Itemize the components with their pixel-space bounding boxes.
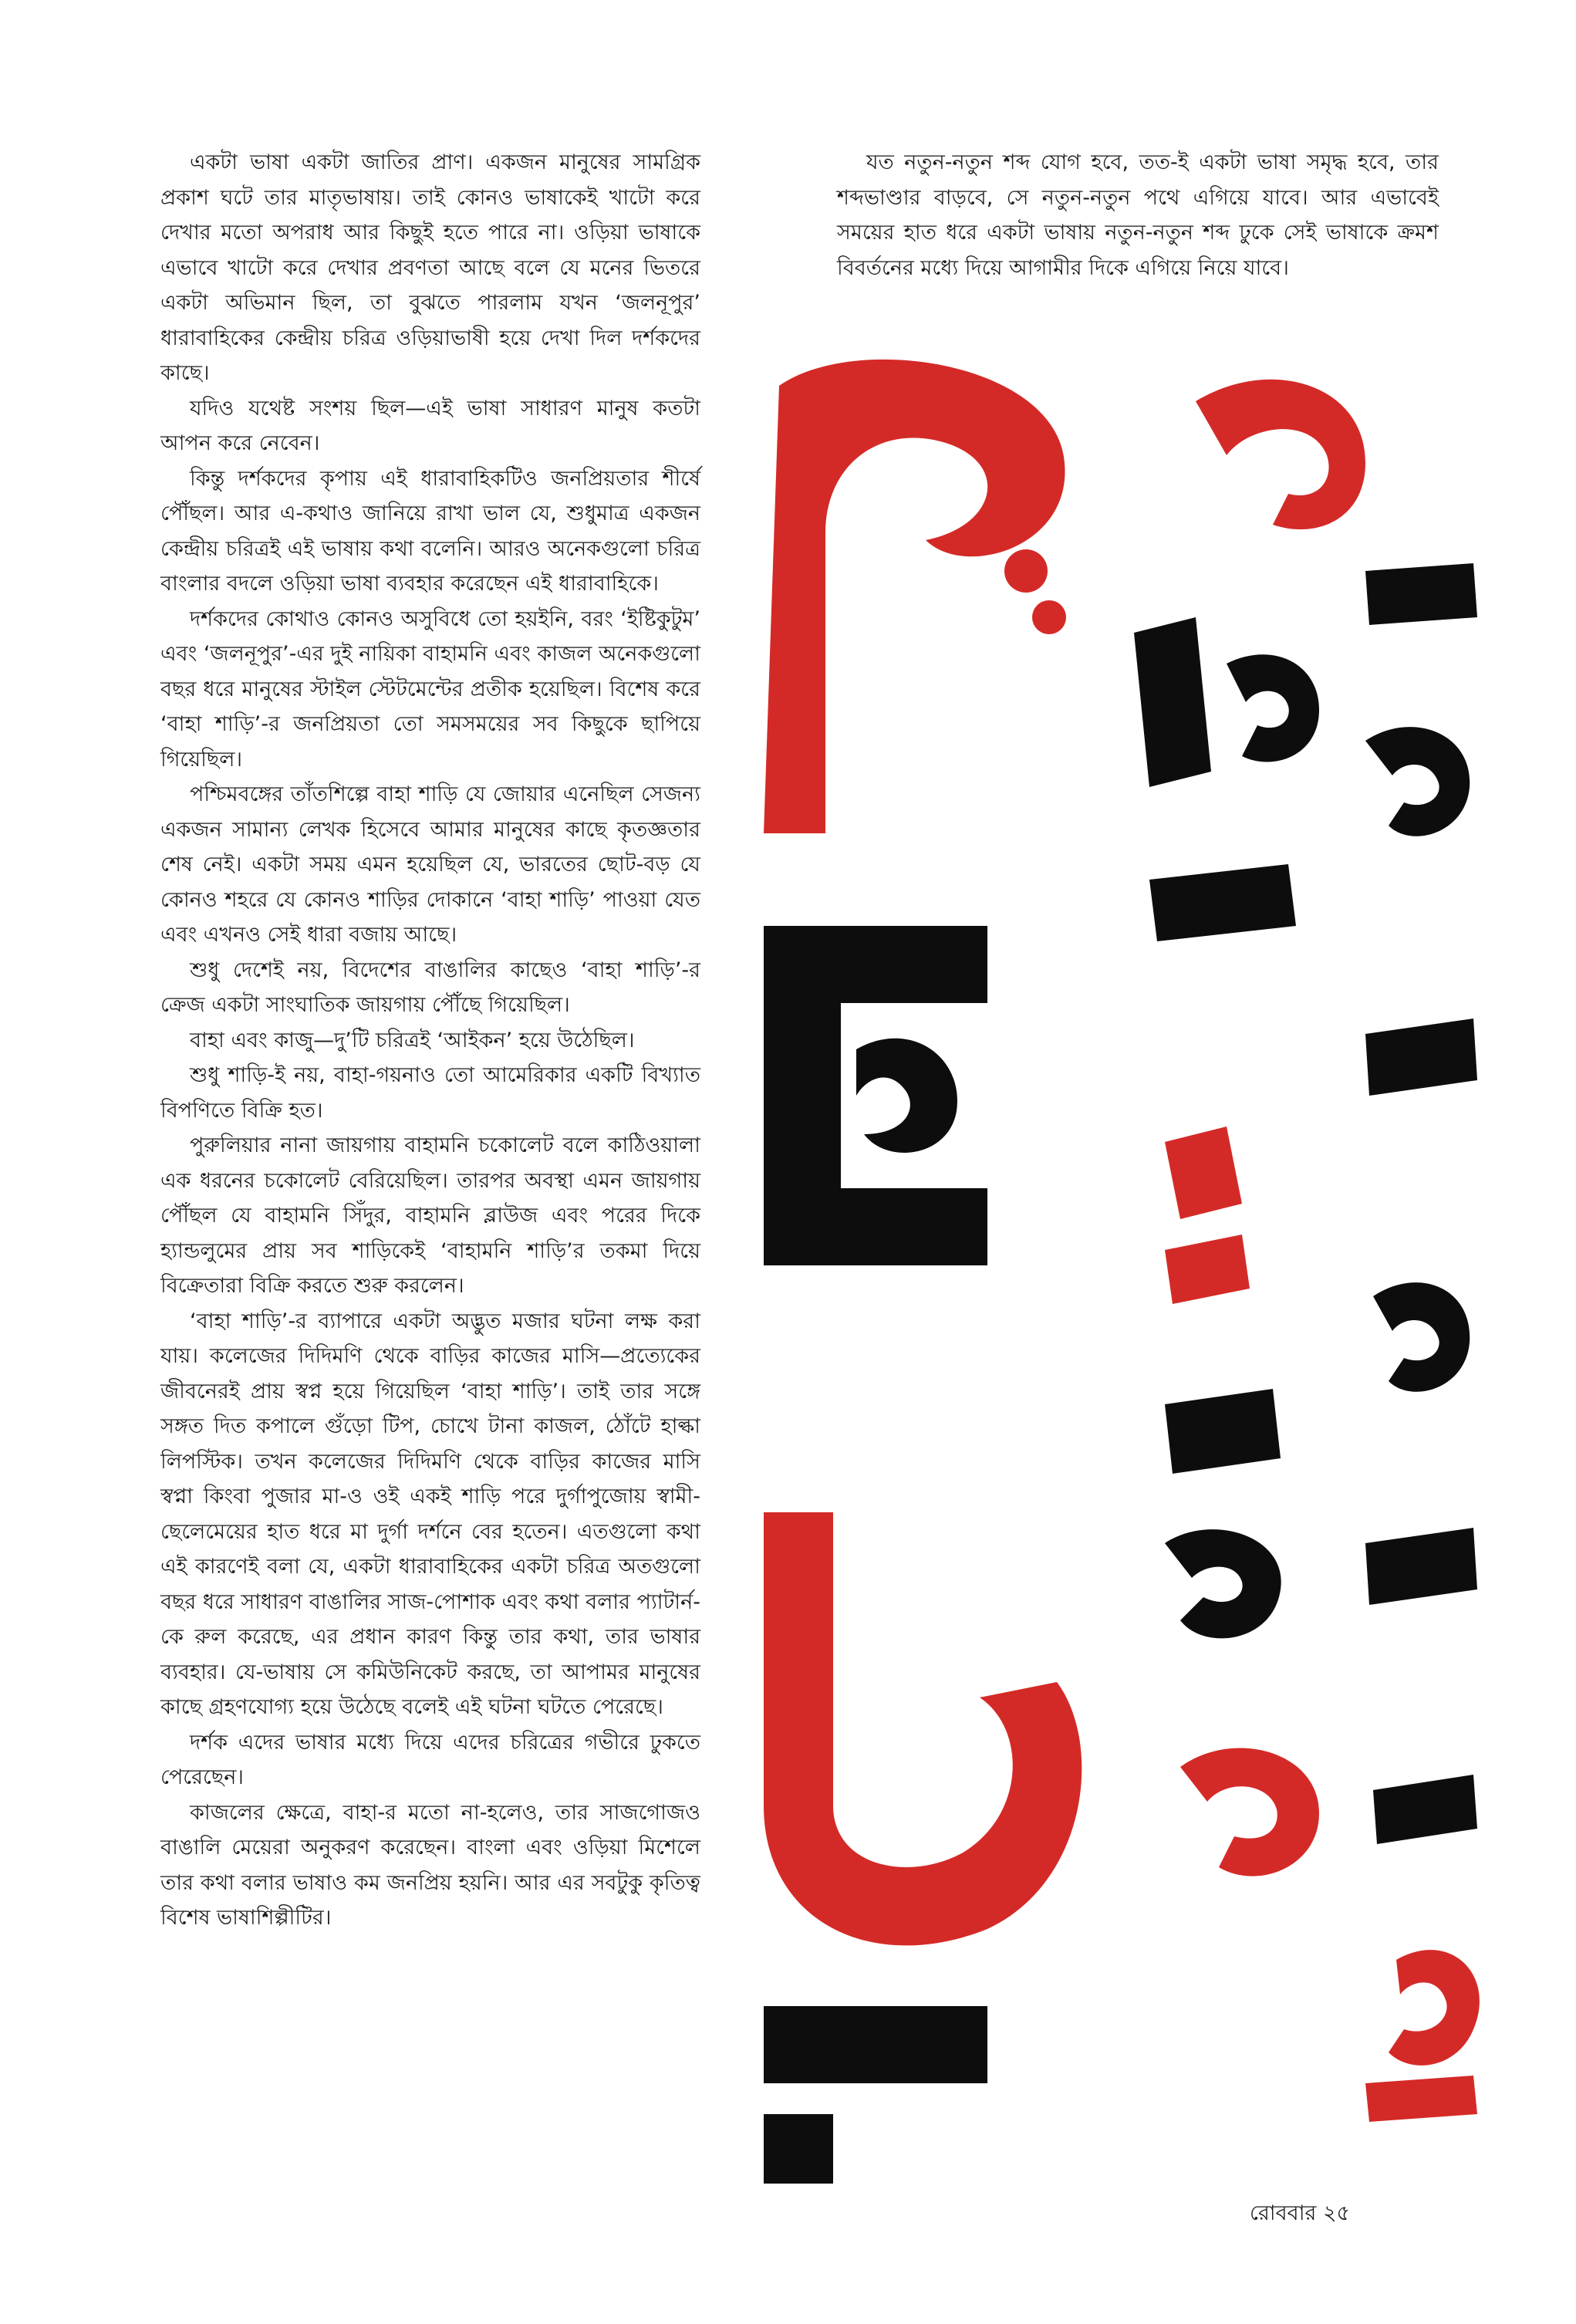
paragraph: পশ্চিমবঙ্গের তাঁতশিল্পে বাহা শাড়ি যে জোয়ার এনেছিল সেজন্য একজন সামান্য লেখক হিসেবে আমার মানুষের কাছে কৃতজ্ঞতার শেষ নেই। একটা সময় এমন হয়েছিল যে, ভারতের ছোট-বড় যে কোনও শহরে যে কোনও শাড়ির দোকানে ‘বাহা শাড়ি’ পাওয়া যেত এবং এখনও সেই ধারা বজায় আছে। [160,782,700,947]
paragraph: শুধু দেশেই নয়, বিদেশের বাঙালির কাছেও ‘বাহা শাড়ি’-র ক্রেজ একটা সাংঘাতিক জায়গায় পৌঁছে গিয়েছিল। [160,958,700,1017]
right-article-column [837,145,1439,285]
paragraph: কাজলের ক্ষেত্রে, বাহা-র মতো না-হলেও, তার সাজগোজও বাঙালি মেয়েরা অনুকরণ করেছেন। বাংলা এবং ওড়িয়া মিশেলে তার কথা বলার ভাষাও কম জনপ্রিয় হয়নি। আর এর সবটুকু কৃতিত্ব বিশেষ ভাষাশিল্পীটির। [160,1800,700,1930]
paragraph: দর্শকদের কোথাও কোনও অসুবিধে তো হয়ইনি, বরং ‘ইষ্টিকুটুম’ এবং ‘জলনূপুর’-এর দুই নায়িকা বাহামনি এবং কাজল অনেকগুলো বছর ধরে মানুষের স্টাইল স্টেটমেন্টের প্রতীক হয়েছিল। বিশেষ করে ‘বাহা শাড়ি’-র জনপ্রিয়তা তো সমসময়ের সব কিছুকে ছাপিয়ে গিয়েছিল। [160,606,700,772]
paragraph: যত নতুন-নতুন শব্দ যোগ হবে, তত-ই একটা ভাষা সমৃদ্ধ হবে, তার শব্দভাণ্ডার বাড়বে, সে নতুন-নতুন পথে এগিয়ে যাবে। আর এভাবেই সময়ের হাত ধরে একটা ভাষায় নতুন-নতুন শব্দ ঢুকে সেই ভাষাকে ক্রমশ বিবর্তনের মধ্যে দিয়ে আগামীর দিকে এগিয়ে নিয়ে যাবে। [837,150,1439,280]
paragraph: একটা ভাষা একটা জাতির প্রাণ। একজন মানুষের সামগ্রিক প্রকাশ ঘটে তার মাতৃভাষায়। তাই কোনও ভাষাকেই খাটো করে দেখার মতো অপরাধ আর কিছুই হতে পারে না। ওড়িয়া ভাষাকে এভাবে খাটো করে দেখার প্রবণতা আছে বলে যে মনের ভিতরে একটা অভিমান ছিল, তা বুঝতে পারলাম যখন ‘জলনূপুর’ ধারাবাহিকের কেন্দ্রীয় চরিত্র ওড়িয়াভাষী হয়ে দেখা দিল দর্শকদের কাছে। [160,150,700,385]
paragraph: যদিও যথেষ্ট সংশয় ছিল—এই ভাষা সাধারণ মানুষ কতটা আপন করে নেবেন। [160,396,700,455]
left-article-column [160,145,700,1936]
paragraph: দর্শক এদের ভাষার মধ্যে দিয়ে এদের চরিত্রের গভীরে ঢুকতে পেরেছেন। [160,1730,700,1789]
paragraph: শুধু শাড়ি-ই নয়, বাহা-গয়নাও তো আমেরিকার একটি বিখ্যাত বিপণিতে বিক্রি হত। [160,1063,700,1123]
paragraph: বাহা এবং কাজু—দু’টি চরিত্রই ‘আইকন’ হয়ে উঠেছিল। [190,1028,635,1052]
calligraphy-artwork [733,339,1504,2191]
paragraph: ‘বাহা শাড়ি’-র ব্যাপারে একটা অদ্ভুত মজার ঘটনা লক্ষ করা যায়। কলেজের দিদিমণি থেকে বাড়ির কাজের মাসি—প্রত্যেকের জীবনেরই প্রায় স্বপ্ন হয়ে গিয়েছিল ‘বাহা শাড়ি’। তাই তার সঙ্গে সঙ্গত দিত কপালে গুঁড়ো টিপ, চোখে টানা কাজল, ঠোঁটে হাল্কা লিপস্টিক। তখন কলেজের দিদিমণি থেকে বাড়ির কাজের মাসি স্বপ্না কিংবা পুজার মা-ও ওই একই শাড়ি পরে দুর্গাপুজোয় স্বামী-ছেলেমেয়ের হাত ধরে মা দুর্গা দর্শনে বের হতেন। এতগুলো কথা এই কারণেই বলা যে, একটা ধারাবাহিকের একটা চরিত্র অতগুলো বছর ধরে সাধারণ বাঙালির সাজ-পোশাক এবং কথা বলার প্যাটার্ন-কে রুল করেছে, এর প্রধান কারণ কিন্তু তার কথা, তার ভাষার ব্যবহার। যে-ভাষায় সে কমিউনিকেট করছে, তা আপামর মানুষের কাছে গ্রহণযোগ্য হয়ে উঠেছে বলেই এই ঘটনা ঘটতে পেরেছে। [160,1309,700,1719]
paragraph: পুরুলিয়ার নানা জায়গায় বাহামনি চকোলেট বলে কাঠিওয়ালা এক ধরনের চকোলেট বেরিয়েছিল। তারপর অবস্থা এমন জায়গায় পৌঁছল যে বাহামনি সিঁদুর, বাহামনি ব্লাউজ এবং পরের দিকে হ্যান্ডলুমের প্রায় সব শাড়িকেই ‘বাহামনি শাড়ি’র তকমা দিয়ে বিক্রেতারা বিক্রি করতে শুরু করলেন। [160,1133,700,1298]
paragraph: কিন্তু দর্শকদের কৃপায় এই ধারাবাহিকটিও জনপ্রিয়তার শীর্ষে পৌঁছল। আর এ-কথাও জানিয়ে রাখা ভাল যে, শুধুমাত্র একজন কেন্দ্রীয় চরিত্রই এই ভাষায় কথা বলেনি। আরও অনেকগুলো চরিত্র বাংলার বদলে ওড়িয়া ভাষা ব্যবহার করেছেন এই ধারাবাহিকে। [160,466,700,596]
page-footer: রোববার ২৫ [1250,2201,1351,2225]
